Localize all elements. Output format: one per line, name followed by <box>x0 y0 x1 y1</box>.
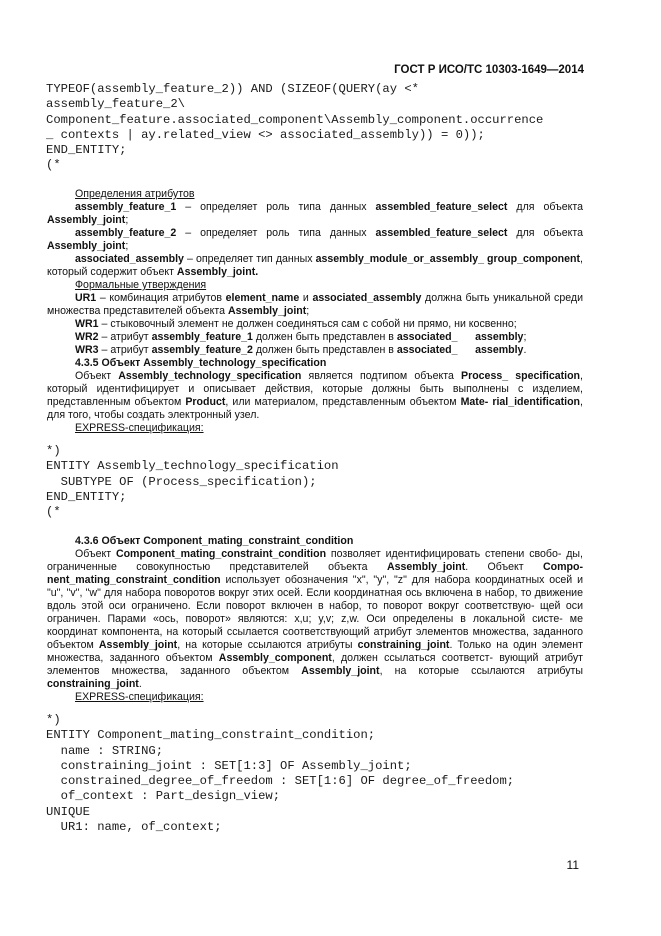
express-spec-label: EXPRESS-спецификация: <box>75 422 204 434</box>
express-spec-label-2: EXPRESS-спецификация: <box>75 691 204 703</box>
rule-wr1: WR1 – стыковочный элемент не должен соединяться сам с собой ни прямо, ни косвенно; <box>75 318 517 330</box>
express-code-block-3: *) ENTITY Component_mating_constraint_condition; name : STRING; constraining_joint : SET[1:3] OF Assembly_joint; constrained_degree_of_freedom : SET[1:6] OF degree_of_freedom; of_context : Part_design_view; UNIQUE UR1: name, of_context; <box>46 713 515 835</box>
rules-heading: Формальные утверждения <box>75 279 207 291</box>
section-4-3-6 <box>47 535 583 704</box>
section-4-3-6-paragraph: Объект Component_mating_constraint_condition позволяет идентифицировать степени свобо- ды, ограниченные совокупностью представителей объекта Assembly_joint. Объект Compo- nent_mating_constraint_condition использует обозначения "x", "y", "z" для набора координатных осей и "u", "v", "w" для набора поворотов вокруг этих осей. Если координатная ось включена в набор, то движение вдоль этой оси ограничено. Если поворот включен в набор, то поворот вокруг соответствую- щей оси ограничен. Парами «ось, поворот» являются: x,u; y,v; z,w. Оси определены в локальной систе- ме координат компонента, на который ссылается соответствующий атрибут элементов множества, заданного объектом Assembly_joint, на которые ссылаются атрибуты constraining_joint. Только на один элемент множества, заданного объектом Assembly_component, должен ссылаться соответст- вующий атрибут элементов множества, заданного объектом Assembly_joint, на которые ссылаются атрибуты constraining_joint. <box>47 548 584 690</box>
attr-def-2: assembly_feature_2 – определяет роль типа данных assembled_feature_select для объекта Assembly_joint; <box>47 227 583 252</box>
express-code-block-1: TYPEOF(assembly_feature_2)) AND (SIZEOF(QUERY(ay <* assembly_feature_2\ Component_feature.associated_component\Assembly_component.occurrence _ contexts | ay.related_view <> associated_assembly)) = 0)); END_ENTITY; (* <box>46 82 544 173</box>
section-heading-4-3-6: 4.3.6 Объект Component_mating_constraint_condition <box>75 535 354 547</box>
attributes-section <box>47 188 583 435</box>
attr-def-1: assembly_feature_1 – определяет роль типа данных assembled_feature_select для объекта Assembly_joint; <box>47 201 583 226</box>
express-code-block-2: *) ENTITY Assembly_technology_specification SUBTYPE OF (Process_specification); END_ENTITY; (* <box>46 444 339 520</box>
attr-def-3: associated_assembly – определяет тип данных assembly_module_or_assembly_ group_component, который содержит объект Assembly_joint. <box>47 253 583 278</box>
document-header: ГОСТ Р ИСО/ТС 10303-1649—2014 <box>394 64 584 76</box>
section-4-3-5-paragraph: Объект Assembly_technology_specification является подтипом объекта Process_ specification, который идентифицирует и описывает действия, которые должны быть выполнены с изделием, представленным объектом Product, или материалом, представленным объектом Mate- rial_identification, для того, чтобы создать электронный узел. <box>47 370 583 421</box>
rule-wr2: WR2 – атрибут assembly_feature_1 должен быть представлен в associated_ assembly; <box>75 331 527 343</box>
section-heading-4-3-5: 4.3.5 Объект Assembly_technology_specification <box>75 357 327 369</box>
rule-wr3: WR3 – атрибут assembly_feature_2 должен быть представлен в associated_ assembly. <box>75 344 527 356</box>
page-number: 11 <box>566 858 579 872</box>
rule-ur1: UR1 – комбинация атрибутов element_name и associated_assembly должна быть уникальной среди множества представителей объекта Assembly_joint; <box>47 292 583 317</box>
attributes-heading: Определения атрибутов <box>75 188 195 200</box>
